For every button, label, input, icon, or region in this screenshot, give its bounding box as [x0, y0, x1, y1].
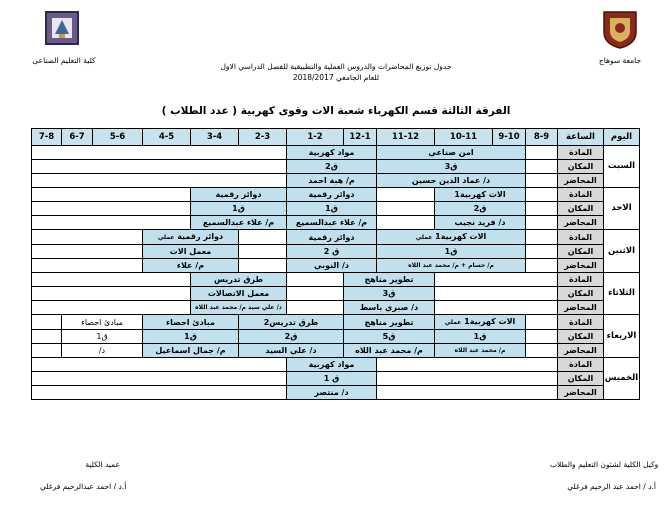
- row-label-lecturer: المحاضر: [558, 386, 604, 400]
- empty-cell: [32, 188, 191, 202]
- empty-cell: [32, 146, 287, 160]
- course-cell: [377, 230, 526, 245]
- day-tue: الثلاثاء: [604, 273, 640, 315]
- empty-cell: [32, 160, 287, 174]
- empty-cell: [435, 273, 558, 287]
- course-cell: طرق تدريس: [191, 273, 287, 287]
- row-sun-lecturer: [32, 216, 640, 230]
- place-cell: ق3: [344, 287, 435, 301]
- row-mon-lecturer: [32, 259, 640, 273]
- place-cell: ق1: [377, 245, 526, 259]
- course-cell: مواد كهربية: [287, 358, 377, 372]
- empty-cell: [287, 301, 344, 315]
- place-cell: ق5: [344, 330, 435, 344]
- course-cell: مواد كهربية: [287, 146, 377, 160]
- empty-cell: [239, 245, 287, 259]
- row-label-place: المكان: [558, 160, 604, 174]
- college-name: كلية التعليم الصناعى: [32, 56, 96, 65]
- practical-note: عملي: [157, 234, 175, 241]
- empty-cell: [526, 315, 558, 330]
- lecturer-cell: د/ علي السيد: [239, 344, 344, 358]
- lecturer-cell: د/ صبري باسط: [344, 301, 435, 315]
- empty-cell: [526, 188, 558, 202]
- slot-header: 11-12: [377, 129, 435, 146]
- course-cell: [143, 230, 239, 245]
- empty-cell: [32, 245, 143, 259]
- row-label-place: المكان: [558, 202, 604, 216]
- place-cell: ق1: [62, 330, 143, 344]
- slot-header: 2-3: [239, 129, 287, 146]
- empty-cell: [526, 230, 558, 245]
- place-cell: ق1: [191, 202, 287, 216]
- lecturer-cell: د/ النوبي: [287, 259, 377, 273]
- place-cell: ق1: [143, 330, 239, 344]
- row-label-subject: المادة: [558, 146, 604, 160]
- place-cell: معمل الاتصالات: [191, 287, 287, 301]
- lecturer-cell: د/ منتصر: [287, 386, 377, 400]
- course-cell: دوائر رقمية: [287, 230, 377, 245]
- empty-cell: [32, 358, 287, 372]
- empty-cell: [377, 188, 435, 202]
- slot-header: 4-5: [143, 129, 191, 146]
- empty-cell: [32, 273, 191, 287]
- empty-cell: [32, 330, 62, 344]
- empty-cell: [239, 230, 287, 245]
- empty-cell: [32, 386, 287, 400]
- row-sun-place: [32, 202, 640, 216]
- lecturer-cell: د/ عماد الدين حسين: [377, 174, 526, 188]
- row-thu-lecturer: [32, 386, 640, 400]
- empty-cell: [526, 160, 558, 174]
- empty-cell: [32, 259, 143, 273]
- row-sat-lecturer: [32, 174, 640, 188]
- day-mon: الاثنين: [604, 230, 640, 273]
- empty-cell: [239, 259, 287, 273]
- row-sat-place: [32, 160, 640, 174]
- course-cell: تطوير مناهج: [344, 315, 435, 330]
- row-thu-subject: [32, 358, 640, 372]
- empty-cell: [377, 216, 435, 230]
- lecturer-cell: م/ هبة احمد: [287, 174, 377, 188]
- place-cell: ق3: [377, 160, 526, 174]
- header-hour: الساعة: [558, 129, 604, 146]
- empty-cell: [32, 230, 143, 245]
- empty-cell: [526, 174, 558, 188]
- dean-title: عميد الكلية: [85, 460, 120, 469]
- empty-cell: [32, 216, 191, 230]
- row-label-place: المكان: [558, 330, 604, 344]
- slot-header: 7-8: [32, 129, 62, 146]
- university-crest-icon: [598, 6, 642, 50]
- academic-year: للعام الجامعي 2018/2017: [292, 73, 380, 82]
- place-cell: ق1: [435, 330, 526, 344]
- empty-cell: [377, 372, 558, 386]
- row-label-lecturer: المحاضر: [558, 301, 604, 315]
- row-mon-subject: [32, 230, 640, 245]
- dean-name: أ.د / احمد عبدالرحيم فرغلي: [40, 482, 127, 491]
- place-cell: معمل الات: [143, 245, 239, 259]
- lecturer-cell: د/ فريد نجيب: [435, 216, 526, 230]
- empty-cell: [287, 273, 344, 287]
- place-cell: ق2: [239, 330, 344, 344]
- slot-header: 5-6: [93, 129, 143, 146]
- empty-cell: [377, 386, 558, 400]
- section-title: الفرقة الثالثة قسم الكهرباء شعبة الات وقوى كهربية ( عدد الطلاب ): [161, 105, 511, 117]
- empty-cell: [377, 202, 435, 216]
- empty-cell: [32, 301, 191, 315]
- slot-header: 12-1: [344, 129, 377, 146]
- vice-dean-title: وكيل الكلية لشئون التعليم والطلاب: [550, 460, 659, 469]
- practical-note: عملي: [444, 319, 462, 326]
- row-tue-place: [32, 287, 640, 301]
- lecturer-cell: م/ محمد عبد اللاه: [435, 344, 526, 358]
- row-label-subject: المادة: [558, 358, 604, 372]
- slot-header: 6-7: [62, 129, 93, 146]
- row-label-subject: المادة: [558, 315, 604, 330]
- lecturer-cell: م/ علاء عبدالسميع: [191, 216, 287, 230]
- row-tue-lecturer: [32, 301, 640, 315]
- course-cell: امن صناعي: [377, 146, 526, 160]
- schedule-heading: جدول توزيع المحاضرات والدروس العملية والتطبيقية للفصل الدراسي الاول: [220, 62, 452, 71]
- empty-cell: [526, 216, 558, 230]
- empty-cell: [32, 287, 191, 301]
- day-sun: الاحد: [604, 188, 640, 230]
- lecturer-cell: م/ علاء عبدالسميع: [287, 216, 377, 230]
- row-label-subject: المادة: [558, 273, 604, 287]
- empty-cell: [287, 287, 344, 301]
- empty-cell: [32, 174, 287, 188]
- course-cell: مبادئ احصاء: [62, 315, 143, 330]
- day-wed: الاربعاء: [604, 315, 640, 358]
- empty-cell: [526, 245, 558, 259]
- slot-header: 3-4: [191, 129, 239, 146]
- empty-cell: [526, 146, 558, 160]
- empty-cell: [526, 202, 558, 216]
- slot-header: 1-2: [287, 129, 344, 146]
- course-title: الات كهربية1: [464, 317, 516, 326]
- row-thu-place: [32, 372, 640, 386]
- empty-cell: [32, 344, 62, 358]
- course-cell: تطوير مناهج: [344, 273, 435, 287]
- place-cell: ق1: [287, 202, 377, 216]
- lecturer-cell: م/ محمد عبد اللاه: [344, 344, 435, 358]
- place-cell: ق 2: [287, 245, 377, 259]
- empty-cell: [32, 372, 287, 386]
- lecturer-cell: م/ علاء: [143, 259, 239, 273]
- lecturer-cell: م/ جمال اسماعيل: [143, 344, 239, 358]
- vice-dean-name: أ.د / احمد عبد الرحيم فرغلي: [567, 482, 656, 491]
- row-label-place: المكان: [558, 287, 604, 301]
- place-cell: ق2: [287, 160, 377, 174]
- row-wed-subject: [32, 315, 640, 330]
- slot-header: 9-10: [493, 129, 526, 146]
- university-name: جامعة سوهاج: [598, 56, 642, 65]
- header-row: [32, 129, 640, 146]
- practical-note: عملي: [415, 234, 433, 241]
- place-cell: ق 1: [287, 372, 377, 386]
- empty-cell: [526, 259, 558, 273]
- course-cell: طرق تدريس2: [239, 315, 344, 330]
- course-cell: دوائر رقمية: [191, 188, 287, 202]
- row-label-lecturer: المحاضر: [558, 216, 604, 230]
- row-mon-place: [32, 245, 640, 259]
- empty-cell: [526, 344, 558, 358]
- empty-cell: [526, 330, 558, 344]
- row-label-lecturer: المحاضر: [558, 174, 604, 188]
- header-day: اليوم: [604, 129, 640, 146]
- course-title: دوائر رقمية: [177, 232, 224, 241]
- course-cell: [435, 315, 526, 330]
- day-sat: السبت: [604, 146, 640, 188]
- row-wed-lecturer: [32, 344, 640, 358]
- lecturer-cell: م/ حسام + م/ محمد عبد اللاه: [377, 259, 526, 273]
- empty-cell: [32, 315, 62, 330]
- row-sat-subject: [32, 146, 640, 160]
- empty-cell: [32, 202, 191, 216]
- slot-header: 10-11: [435, 129, 493, 146]
- row-label-place: المكان: [558, 245, 604, 259]
- lecturer-cell: د/ علي سيد م/ محمد عبد اللاه: [191, 301, 287, 315]
- day-thu: الخميس: [604, 358, 640, 400]
- place-cell: ق2: [435, 202, 526, 216]
- slot-header: 8-9: [526, 129, 558, 146]
- row-label-subject: المادة: [558, 230, 604, 245]
- course-cell: دوائر رقمية: [287, 188, 377, 202]
- course-cell: مبادئ احصاء: [143, 315, 239, 330]
- course-title: الات كهربية1: [435, 232, 487, 241]
- empty-cell: [435, 301, 558, 315]
- college-crest-icon: [40, 6, 84, 50]
- course-cell: الات كهربية1: [435, 188, 526, 202]
- lecturer-cell: د/: [62, 344, 143, 358]
- empty-cell: [377, 358, 558, 372]
- empty-cell: [435, 287, 558, 301]
- row-label-lecturer: المحاضر: [558, 259, 604, 273]
- row-label-place: المكان: [558, 372, 604, 386]
- row-wed-place: [32, 330, 640, 344]
- row-sun-subject: [32, 188, 640, 202]
- schedule-table: [31, 128, 640, 400]
- row-label-subject: المادة: [558, 188, 604, 202]
- row-label-lecturer: المحاضر: [558, 344, 604, 358]
- row-tue-subject: [32, 273, 640, 287]
